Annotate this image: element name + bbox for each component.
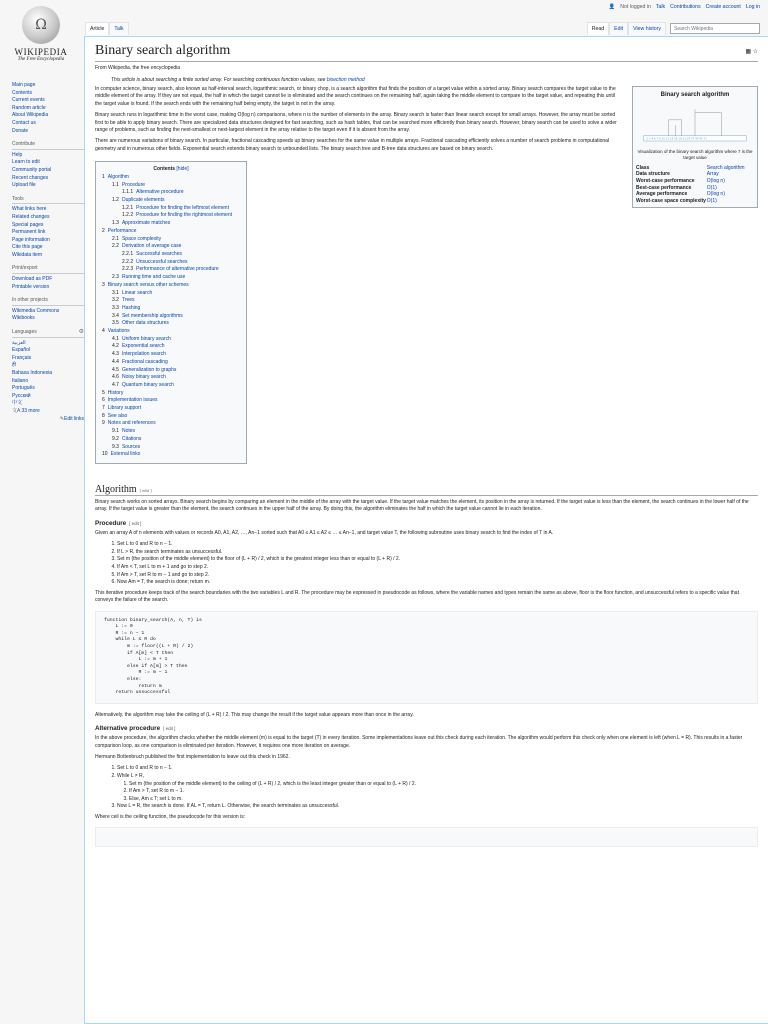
pseudocode-block-2 xyxy=(95,827,758,847)
hatnote: This article is about searching a finite sorted array. For searching continuous function values, see bisection method xyxy=(111,77,365,83)
search-input[interactable]: Search Wikipedia xyxy=(670,23,760,34)
list-item: 4. If Am < T, set L to m + 1 and go to step 2. xyxy=(117,564,758,572)
user-icon: 👤 xyxy=(608,4,616,10)
toc-text: Notes xyxy=(121,428,136,435)
toc-entry[interactable] xyxy=(102,451,240,459)
toc-text: Algorithm xyxy=(107,173,129,180)
edit-section-link[interactable]: [ edit ] xyxy=(129,520,142,526)
toc-number: 1.3 xyxy=(112,220,119,227)
sidebar-language-item-3[interactable]: ही xyxy=(12,362,16,369)
alternative-substeps xyxy=(129,781,758,804)
wikipedia-logo[interactable] xyxy=(8,6,74,62)
toc-text: External links xyxy=(110,451,141,458)
page-title: Binary search algorithm ▦ ☆ xyxy=(95,43,758,62)
gear-icon[interactable]: ⚙ xyxy=(78,329,84,336)
toc-entry[interactable] xyxy=(102,197,240,205)
infobox-value[interactable]: O(1) xyxy=(706,197,717,204)
toc-text: Set membership algorithms xyxy=(121,312,183,319)
section-heading-procedure: Procedure [ edit ] xyxy=(95,519,142,527)
tab-talk[interactable]: Talk xyxy=(109,22,128,35)
edit-section-link[interactable]: [ edit ] xyxy=(139,487,152,493)
toc-number: 2.1 xyxy=(112,235,119,242)
sidebar-nav-item-4[interactable]: About Wikipedia xyxy=(12,112,49,119)
toc-entry[interactable] xyxy=(102,274,240,282)
translate-icon: 文A xyxy=(12,407,22,414)
infobox-label: Average performance xyxy=(636,191,688,198)
toc-hide-toggle[interactable]: [hide] xyxy=(176,166,189,173)
toc-entry[interactable] xyxy=(102,313,240,321)
infobox-label: Worst-case performance xyxy=(636,177,695,184)
infobox xyxy=(632,86,758,208)
list-item: 1. Set L to 0 and R to n − 1. xyxy=(117,765,758,773)
toc-number: 4.3 xyxy=(112,351,119,358)
toc-number: 2 xyxy=(102,227,105,234)
sidebar xyxy=(12,82,84,429)
ceiling-note: Alternatively, the algorithm may take the ceiling of (L + R) / 2. This may change the result if the target value appears more than once in the array. xyxy=(95,711,414,718)
toc-text: Procedure xyxy=(121,181,146,188)
toc-number: 3.2 xyxy=(112,297,119,304)
personal-tools xyxy=(609,4,760,10)
procedure-steps xyxy=(117,541,758,587)
toc-text: Procedure for finding the rightmost element xyxy=(136,212,233,219)
alternative-paragraph-2: Hermann Bottenbruch published the first implementation to leave out this check in 1962. xyxy=(95,753,290,760)
intro-paragraph-1: In computer science, binary search, also known as half-interval search, logarithmic search, or binary chop, is a search algorithm that finds the position of a target value within a sorted array. Binary search compares the target value to the middle element of the array. If they are not equal, the half in which the target cannot lie is eliminated and the search continues on the remaining half, again taking the middle element to compare to the target value, and repeating this until the target value is found. If the search ends with the remaining half being empty, the target is not in the array. xyxy=(95,86,616,107)
infobox-value[interactable]: O(log n) xyxy=(706,177,725,184)
toc-text: Hashing xyxy=(121,304,141,311)
other-projects-portlet xyxy=(12,297,84,323)
toc-number: 8 xyxy=(102,412,105,419)
logo-wordmark: WIKIPEDIA xyxy=(14,47,68,57)
toc-entry[interactable] xyxy=(102,390,240,398)
toc-entry[interactable] xyxy=(102,212,240,220)
infobox-label: Worst-case space complexity xyxy=(636,197,706,204)
toc-number: 10 xyxy=(102,451,108,458)
toc-entry[interactable] xyxy=(102,320,240,328)
toc-entry[interactable] xyxy=(102,182,240,190)
list-item: 1. Set m (the position of the middle element) to the ceiling of (L + R) / 2, which is the least integer greater than or equal to (L + R) / 2. xyxy=(129,781,758,789)
toc-number: 9.1 xyxy=(112,428,119,435)
languages-icon[interactable]: ▦ ☆ xyxy=(745,49,758,55)
toc-text: Sources xyxy=(121,443,141,450)
toc-entry[interactable] xyxy=(102,174,240,182)
toc-title: Contents [hide] xyxy=(153,166,189,173)
toc-number: 9 xyxy=(102,420,105,427)
contributions-link[interactable]: Contributions xyxy=(670,4,701,10)
toc-number: 1.1.1 xyxy=(122,189,134,196)
toc-text: Unsuccessful searches xyxy=(136,258,188,265)
alternative-steps xyxy=(117,765,758,811)
toc-number: 1.2.2 xyxy=(122,212,134,219)
toc-number: 3.5 xyxy=(112,320,119,327)
view-tabs xyxy=(587,22,760,35)
toc-text: Derivation of average case xyxy=(121,243,182,250)
sidebar-nav-item-0[interactable]: Main page xyxy=(12,82,36,88)
toc-number: 1.2 xyxy=(112,197,119,204)
print-portlet xyxy=(12,265,84,291)
infobox-table xyxy=(636,165,754,205)
article-content xyxy=(84,36,768,1024)
toc-number: 9.2 xyxy=(112,435,119,442)
toc-number: 1.2.1 xyxy=(122,204,134,211)
toc-entry[interactable] xyxy=(102,236,240,244)
list-item: 2. If L > R, the search terminates as unsuccessful. xyxy=(117,549,758,557)
sidebar-language-item-0[interactable]: العربية xyxy=(12,339,26,346)
toc-text: Implementation issues xyxy=(107,397,158,404)
sidebar-language-item-1[interactable]: Español xyxy=(12,347,31,354)
toc-entry[interactable] xyxy=(102,444,240,452)
infobox-value[interactable]: O(1) xyxy=(706,184,717,191)
toc-number: 9.3 xyxy=(112,443,119,450)
toc-text: Performance of alternative procedure xyxy=(136,266,219,273)
sidebar-nav-item-5[interactable]: Contact us xyxy=(12,119,36,126)
toc-number: 1.1 xyxy=(112,181,119,188)
toc-entry[interactable] xyxy=(102,259,240,267)
edit-links-link[interactable]: ✎Edit links xyxy=(59,415,84,422)
site-subtitle: From Wikipedia, the free encyclopedia xyxy=(95,65,181,71)
toc-entry[interactable] xyxy=(102,413,240,421)
infobox-row xyxy=(636,171,754,178)
print-heading: Print/export xyxy=(12,265,84,274)
sidebar-nav-item-1[interactable]: Contents xyxy=(12,89,33,96)
toc-number: 7 xyxy=(102,405,105,412)
toc-entry[interactable] xyxy=(102,290,240,298)
toc-number: 4.7 xyxy=(112,381,119,388)
toc-text: Trees xyxy=(121,297,135,304)
toc-number: 4 xyxy=(102,328,105,335)
toc-entry[interactable] xyxy=(102,420,240,428)
toc-entry[interactable] xyxy=(102,305,240,313)
sidebar-print-item-0[interactable]: Download as PDF xyxy=(12,276,53,283)
logo-tagline: The Free Encyclopedia xyxy=(17,57,65,62)
section-heading-algorithm: Algorithm [ edit ] xyxy=(95,484,758,496)
toc-text: Binary search versus other schemes xyxy=(107,281,189,288)
talk-link[interactable]: Talk xyxy=(655,4,666,10)
procedure-after: This iterative procedure keeps track of the search boundaries with the two variables L and R. The procedure may be expressed in pseudocode as follows, where the variable names and types remain the same as above, floor is the floor function, and unsuccessful refers to a specific value that conveys the failure of the search. xyxy=(95,589,739,604)
edit-section-link[interactable]: [ edit ] xyxy=(163,726,176,732)
toc-entry[interactable] xyxy=(102,336,240,344)
binary-search-visualization[interactable] xyxy=(642,103,748,149)
sidebar-tools-item-4[interactable]: Page information xyxy=(12,236,50,243)
toc-text: Fractional cascading xyxy=(121,358,168,365)
toc-text: Exponential search xyxy=(121,343,165,350)
tab-article[interactable]: Article xyxy=(85,22,109,35)
toc-text: Noisy binary search xyxy=(121,374,166,381)
pencil-icon: ✎ xyxy=(59,415,64,422)
sidebar-contribute-item-3[interactable]: Recent changes xyxy=(12,174,49,181)
sidebar-other-item-1[interactable]: Wikibooks xyxy=(12,315,35,322)
tools-portlet xyxy=(12,196,84,260)
toc-entry[interactable] xyxy=(102,220,240,228)
toc-entry[interactable] xyxy=(102,205,240,213)
toc-number: 2.2.1 xyxy=(122,250,134,257)
infobox-value[interactable]: Search algorithm xyxy=(706,164,745,171)
infobox-caption: Visualization of the binary search algorithm where 7 is the target value xyxy=(637,148,753,161)
toc-text: Performance xyxy=(107,227,137,234)
list-item: 3. Now L = R, the search is done. If AL = T, return L. Otherwise, the search terminates as unsuccessful. xyxy=(117,803,758,811)
pseudocode-block: function binary_search(A, n, T) is L := 0 R := n − 1 while L ≤ R do m := floor((L + R) / 2) if A[m] < T then L := m + 1 else if A[m] > T then R := m − 1 else: return m return unsuccessful xyxy=(95,611,758,704)
sidebar-tools-item-6[interactable]: Wikidata item xyxy=(12,251,43,258)
sidebar-tools-item-1[interactable]: Related changes xyxy=(12,213,50,220)
list-item: 5. If Am > T, set R to m − 1 and go to step 2. xyxy=(117,572,758,580)
toc-number: 2.2 xyxy=(112,243,119,250)
contribute-heading: Contribute xyxy=(12,141,84,150)
toc-number: 3 xyxy=(102,281,105,288)
toc-text: Approximate matches xyxy=(121,220,171,227)
sidebar-tools-item-5[interactable]: Cite this page xyxy=(12,244,43,251)
infobox-title: Binary search algorithm xyxy=(660,92,730,98)
toc-text: Linear search xyxy=(121,289,153,296)
toc-number: 2.3 xyxy=(112,274,119,281)
tab-read[interactable]: Read xyxy=(587,22,609,35)
namespace-tabs xyxy=(85,22,129,35)
toc-text: Duplicate elements xyxy=(121,197,165,204)
toc-entry[interactable] xyxy=(102,405,240,413)
tools-heading: Tools xyxy=(12,196,84,205)
list-item: 6. Now Am = T, the search is done; return m. xyxy=(117,579,758,587)
tab-history[interactable]: View history xyxy=(628,22,666,35)
svg-text:1 3 4 6 7 8 10 13 14 18 19 21: 1 3 4 6 7 8 10 13 14 18 19 21 24 37 40 45 71 xyxy=(646,137,707,141)
toc-number: 4.4 xyxy=(112,358,119,365)
infobox-label: Data structure xyxy=(636,171,670,178)
toc-number: 4.5 xyxy=(112,366,119,373)
toc-entry[interactable] xyxy=(102,382,240,390)
sidebar-tools-item-2[interactable]: Special pages xyxy=(12,221,44,228)
other-projects-heading: In other projects xyxy=(12,297,84,306)
toc-number: 3.1 xyxy=(112,289,119,296)
infobox-value[interactable]: O(log n) xyxy=(706,191,725,198)
sidebar-language-item-6[interactable]: Português xyxy=(12,385,35,392)
toc-number: 5 xyxy=(102,389,105,396)
toc-entry[interactable] xyxy=(102,436,240,444)
toc-number: 4.6 xyxy=(112,374,119,381)
more-languages-link[interactable]: 文A 33 more xyxy=(12,407,40,414)
toc-text: Notes and references xyxy=(107,420,156,427)
sidebar-language-item-8[interactable]: 中文 xyxy=(12,400,23,407)
toc-text: Running time and cache use xyxy=(121,274,186,281)
sidebar-contribute-item-4[interactable]: Upload file xyxy=(12,182,36,189)
tab-edit[interactable]: Edit xyxy=(609,22,628,35)
toc-entry[interactable] xyxy=(102,189,240,197)
list-item: 3. Set m (the position of the middle element) to the floor of (L + R) / 2, which is the greatest integer less than or equal to (L + R) / 2. xyxy=(117,556,758,564)
toc-text: See also xyxy=(107,412,128,419)
toc-number: 2.2.3 xyxy=(122,266,134,273)
sidebar-tools-item-3[interactable]: Permanent link xyxy=(12,229,46,236)
sidebar-contribute-item-2[interactable]: Community portal xyxy=(12,166,52,173)
toc-text: Interpolation search xyxy=(121,351,166,358)
intro-paragraph-2: Binary search runs in logarithmic time in the worst case, making O(log n) comparisons, where n is the number of elements in the array. Binary search is faster than linear search except for small arrays. However, the array must be sorted first to be able to apply binary search. There are specialized data structures designed for fast searching, such as hash tables, that can be searched more efficiently than binary search. However, binary search can be used to solve a wider range of problems, such as finding the next-smallest or next-largest element in the array relative to the target even if it is absent from the array. xyxy=(95,112,617,134)
languages-portlet xyxy=(12,329,84,423)
toc-text: Variations xyxy=(107,328,130,335)
toc-number: 4.1 xyxy=(112,335,119,342)
sidebar-language-item-7[interactable]: Русский xyxy=(12,392,31,399)
login-link[interactable]: Log in xyxy=(745,4,760,10)
toc-entry[interactable] xyxy=(102,266,240,274)
sidebar-language-item-5[interactable]: Italiano xyxy=(12,377,29,384)
toc-number: 3.4 xyxy=(112,312,119,319)
not-logged-in-label: Not logged in xyxy=(620,4,651,10)
sidebar-tools-item-0[interactable]: What links here xyxy=(12,206,47,213)
list-item: 3. Else, Am ≤ T; set L to m. xyxy=(129,796,758,804)
toc-entry[interactable] xyxy=(102,243,240,251)
sidebar-contribute-item-0[interactable]: Help xyxy=(12,151,23,158)
sidebar-language-item-4[interactable]: Bahasa Indonesia xyxy=(12,370,53,376)
toc-text: Alternative procedure xyxy=(136,189,184,196)
table-of-contents xyxy=(95,161,247,464)
toc-number: 3.3 xyxy=(112,304,119,311)
list-item: 2. If Am > T, set R to m − 1. xyxy=(129,788,758,796)
toc-text: Successful searches xyxy=(136,250,182,257)
toc-entry[interactable] xyxy=(102,367,240,375)
toc-text: Citations xyxy=(121,435,142,442)
toc-entry[interactable] xyxy=(102,251,240,259)
section-heading-alternative-procedure: Alternative procedure [ edit ] xyxy=(95,725,176,733)
infobox-row xyxy=(636,165,754,172)
infobox-label: Best-case performance xyxy=(636,184,692,191)
toc-entry[interactable] xyxy=(102,228,240,236)
toc-text: Other data structures xyxy=(121,320,169,327)
puzzle-globe-icon: Ω xyxy=(22,6,60,44)
infobox-row xyxy=(636,191,754,198)
infobox-row xyxy=(636,178,754,185)
toc-entry[interactable] xyxy=(102,359,240,367)
create-account-link[interactable]: Create account xyxy=(705,4,741,10)
infobox-row xyxy=(636,185,754,192)
sidebar-nav-item-2[interactable]: Current events xyxy=(12,97,45,104)
sidebar-other-item-0[interactable]: Wikimedia Commons xyxy=(12,307,60,314)
list-item: 2. While L ≠ R, 1. Set m (the position of the middle element) to the ceiling of (L + R) / 2, which is the least integer greater than or equal to (L + R) / 2. 2. If Am > T, set R to m − 1. 3. Else, Am ≤ T; set L to m. xyxy=(117,773,758,803)
toc-entry[interactable] xyxy=(102,297,240,305)
bisection-method-link[interactable]: bisection method xyxy=(326,77,365,83)
toc-text: Library support xyxy=(107,405,142,412)
sidebar-nav-item-3[interactable]: Random article xyxy=(12,104,46,111)
toc-entry[interactable] xyxy=(102,428,240,436)
nav-portlet xyxy=(12,82,84,135)
infobox-row xyxy=(636,198,754,205)
toc-number: 4.2 xyxy=(112,343,119,350)
alternative-paragraph-1: In the above procedure, the algorithm checks whether the middle element (m) is equal to the target (T) in every iteration. Some implementations leave out this check during each iteration. The algorithm would perform this check only when one element is left (when L = R). This results in a faster comparison loop, as one comparison is eliminated per iteration. However, it requires one more iteration on average. xyxy=(95,735,743,749)
visualization-diagram xyxy=(642,103,748,149)
toc-number: 1 xyxy=(102,173,105,180)
sidebar-language-item-2[interactable]: Français xyxy=(12,354,32,361)
toc-entry[interactable] xyxy=(102,282,240,290)
toc-entry[interactable] xyxy=(102,328,240,336)
contribute-portlet xyxy=(12,141,84,190)
ceil-pseudocode-intro: Where ceil is the ceiling function, the pseudocode for this version is: xyxy=(95,813,246,820)
toc-text: Uniform binary search xyxy=(121,335,171,342)
infobox-value[interactable]: Array xyxy=(706,171,719,178)
sidebar-contribute-item-1[interactable]: Learn to edit xyxy=(12,159,40,166)
languages-heading: Languages ⚙ xyxy=(12,329,84,338)
toc-text: Space complexity xyxy=(121,235,162,242)
toc-entry[interactable] xyxy=(102,351,240,359)
intro-paragraph-3: There are numerous variations of binary search. In particular, fractional cascading speeds up binary searches for the same value in multiple arrays. Fractional cascading efficiently solves a number of search problems in computational geometry and in numerous other fields. Exponential search extends binary search to unbounded lists. The binary search tree and B-tree data structures are based on binary search. xyxy=(95,138,610,152)
toc-entry[interactable] xyxy=(102,374,240,382)
toc-text: History xyxy=(107,389,124,396)
toc-text: Quantum binary search xyxy=(121,381,174,388)
sidebar-print-item-1[interactable]: Printable version xyxy=(12,283,50,290)
infobox-label: Class xyxy=(636,164,650,171)
toc-entry[interactable] xyxy=(102,343,240,351)
list-item: 1. Set L to 0 and R to n − 1. xyxy=(117,541,758,549)
toc-number: 6 xyxy=(102,397,105,404)
toc-entry[interactable] xyxy=(102,397,240,405)
procedure-intro: Given an array A of n elements with values or records A0, A1, A2, …, An−1 sorted such that A0 ≤ A1 ≤ A2 ≤ … ≤ An−1, and target value T, the following subroutine uses binary search to find the index of T in A. xyxy=(95,529,554,536)
algorithm-paragraph: Binary search works on sorted arrays. Binary search begins by comparing an element in the middle of the array with the target value. If the target value matches the element, its position in the array is returned. If the target value is less than the element, the search continues in the lower half of the array. If the target value is greater than the element, the search continues in the upper half of the array. By doing this, the algorithm eliminates the half in which the target value cannot lie in each iteration. xyxy=(95,498,749,513)
toc-number: 2.2.2 xyxy=(122,258,134,265)
sidebar-nav-item-6[interactable]: Donate xyxy=(12,127,29,134)
toc-text: Generalization to graphs xyxy=(121,366,177,373)
toc-text: Procedure for finding the leftmost element xyxy=(136,204,229,211)
